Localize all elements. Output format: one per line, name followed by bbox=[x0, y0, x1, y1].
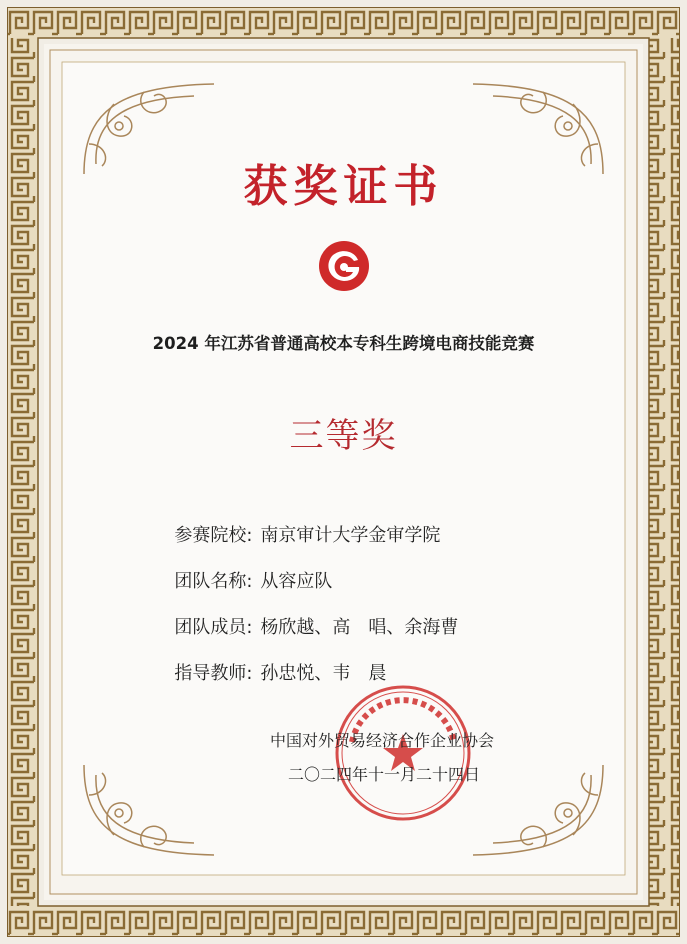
floral-scroll-ornament-bottom-left bbox=[74, 755, 224, 865]
field-team-members bbox=[140, 592, 458, 638]
red-round-seal-icon bbox=[332, 682, 474, 824]
field-value: 从容应队 bbox=[260, 571, 333, 592]
swirl-g-logo-icon bbox=[318, 240, 370, 292]
field-value: 孙忠悦、韦 晨 bbox=[260, 663, 387, 684]
field-label: 指导教师: bbox=[174, 663, 253, 684]
award-level: 三等奖 bbox=[289, 416, 398, 456]
field-value: 杨欣越、高 唱、余海曹 bbox=[260, 617, 459, 638]
competition-name: 2024 年江苏省普通高校本专科生跨境电商技能竞赛 bbox=[152, 334, 535, 353]
issue-date: 二〇二四年十一月二十四日 bbox=[288, 765, 481, 784]
floral-scroll-ornament-bottom-right bbox=[463, 755, 613, 865]
field-label: 团队名称: bbox=[174, 571, 253, 592]
field-school bbox=[140, 500, 458, 546]
field-label: 参赛院校: bbox=[174, 525, 253, 546]
issuing-organization: 中国对外贸易经济合作企业协会 bbox=[270, 731, 495, 750]
field-label: 团队成员: bbox=[174, 617, 253, 638]
field-team-name bbox=[140, 546, 458, 592]
certificate-details bbox=[140, 500, 458, 684]
field-advisors bbox=[140, 638, 458, 684]
certificate-title: 获奖证书 bbox=[243, 161, 444, 212]
field-value: 南京审计大学金审学院 bbox=[260, 525, 441, 546]
